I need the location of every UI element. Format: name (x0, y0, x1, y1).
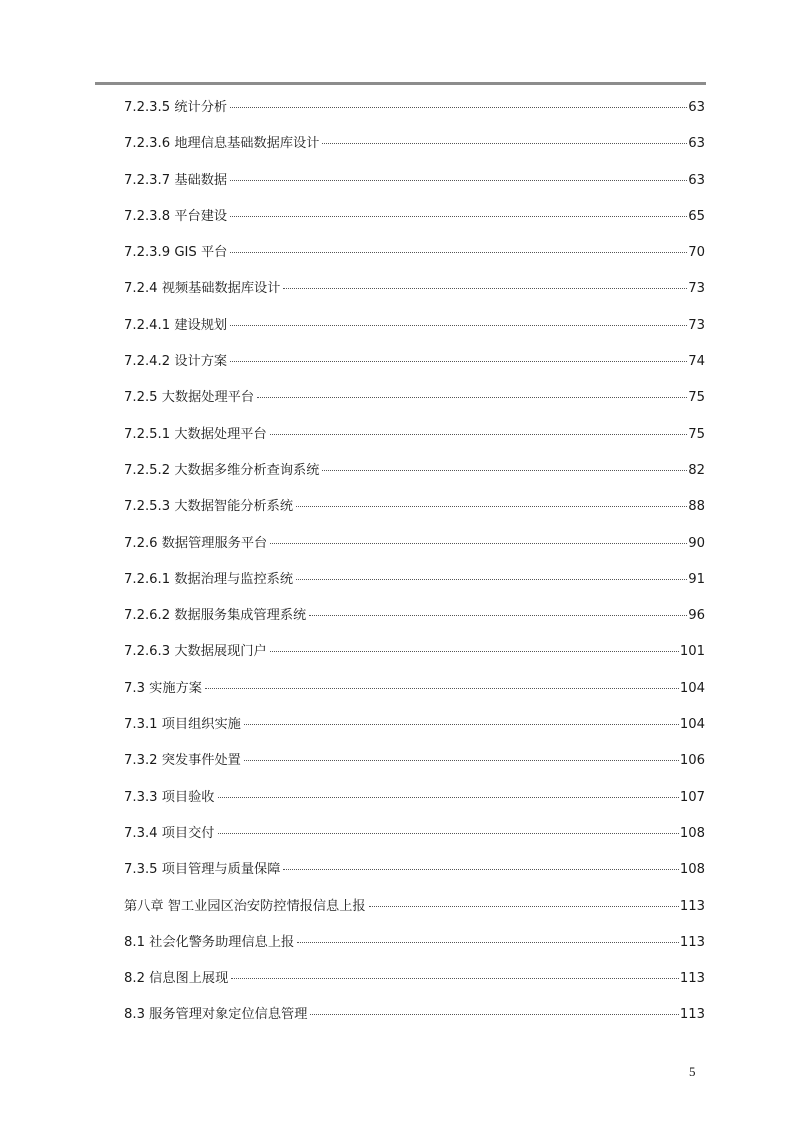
toc-entry-label: 7.2.5.3 大数据智能分析系统 (124, 499, 294, 515)
toc-entry-page: 104 (679, 680, 705, 696)
toc-dot-leader (322, 143, 687, 144)
toc-entry-page: 74 (688, 354, 705, 370)
toc-entry-page: 82 (688, 462, 705, 478)
toc-entry-label: 7.2.3.7 基础数据 (124, 172, 228, 188)
toc-entry-label: 7.2.6.3 大数据展现门户 (124, 644, 267, 660)
toc-entry-page: 75 (688, 426, 705, 442)
toc-dot-leader (322, 470, 687, 471)
toc-entry[interactable] (124, 634, 705, 670)
toc-dot-leader (231, 978, 679, 979)
toc-entry[interactable] (124, 562, 705, 598)
toc-entry[interactable] (124, 526, 705, 562)
toc-entry[interactable] (124, 90, 705, 126)
toc-entry-page: 113 (679, 1007, 705, 1023)
toc-entry-page: 113 (679, 971, 705, 987)
toc-dot-leader (270, 434, 688, 435)
toc-entry-page: 88 (688, 499, 705, 515)
toc-entry[interactable] (124, 889, 705, 925)
toc-dot-leader (309, 615, 687, 616)
toc-entry-label: 7.2.3.6 地理信息基础数据库设计 (124, 136, 320, 152)
toc-entry[interactable] (124, 489, 705, 525)
toc-entry-page: 106 (679, 753, 705, 769)
toc-entry[interactable] (124, 671, 705, 707)
toc-entry-label: 7.2.3.5 统计分析 (124, 100, 228, 115)
toc-entry[interactable] (124, 380, 705, 416)
toc-entry-label: 7.2.5 大数据处理平台 (124, 390, 255, 406)
toc-entry-page: 108 (679, 825, 705, 841)
toc-entry-page: 73 (688, 317, 705, 333)
toc-entry[interactable] (124, 417, 705, 453)
toc-dot-leader (218, 833, 679, 834)
toc-entry[interactable] (124, 126, 705, 162)
toc-dot-leader (270, 651, 679, 652)
toc-entry-page: 73 (688, 281, 705, 297)
table-of-contents (124, 90, 705, 1034)
toc-entry-label: 7.3.5 项目管理与质量保障 (124, 862, 281, 878)
toc-entry-label: 7.2.6 数据管理服务平台 (124, 535, 268, 551)
toc-entry-label: 8.2 信息图上展现 (124, 971, 229, 987)
toc-entry[interactable] (124, 925, 705, 961)
toc-entry-label: 8.1 社会化警务助理信息上报 (124, 934, 295, 950)
toc-dot-leader (369, 906, 679, 907)
toc-entry-page: 91 (688, 571, 705, 587)
toc-entry-page: 63 (688, 172, 705, 188)
toc-entry-page: 104 (679, 717, 705, 733)
toc-entry[interactable] (124, 163, 705, 199)
toc-entry-page: 96 (688, 608, 705, 624)
toc-entry-page: 75 (688, 390, 705, 406)
toc-entry[interactable] (124, 199, 705, 235)
toc-dot-leader (296, 579, 687, 580)
toc-entry-label: 7.3.1 项目组织实施 (124, 717, 241, 733)
toc-dot-leader (270, 543, 687, 544)
toc-entry-label: 7.3 实施方案 (124, 680, 202, 696)
page-number: 5 (689, 1064, 696, 1079)
toc-entry[interactable] (124, 598, 705, 634)
toc-entry[interactable] (124, 780, 705, 816)
toc-entry-label: 7.2.4 视频基础数据库设计 (124, 281, 281, 297)
toc-entry[interactable] (124, 852, 705, 888)
toc-entry-page: 90 (688, 535, 705, 551)
toc-dot-leader (244, 760, 679, 761)
toc-entry[interactable] (124, 344, 705, 380)
toc-dot-leader (296, 506, 687, 507)
toc-entry-label: 7.3.2 突发事件处置 (124, 753, 241, 769)
toc-dot-leader (205, 688, 679, 689)
toc-entry[interactable] (124, 816, 705, 852)
toc-dot-leader (230, 252, 687, 253)
toc-entry-page: 101 (679, 644, 705, 660)
header-rule (95, 82, 706, 85)
toc-entry-label: 第八章 智工业园区治安防控情报信息上报 (124, 898, 366, 914)
toc-dot-leader (230, 325, 687, 326)
toc-entry-page: 113 (679, 934, 705, 950)
toc-entry-label: 7.3.3 项目验收 (124, 789, 215, 805)
toc-entry[interactable] (124, 961, 705, 997)
toc-dot-leader (244, 724, 679, 725)
toc-entry[interactable] (124, 707, 705, 743)
toc-entry-label: 7.2.3.8 平台建设 (124, 208, 228, 224)
toc-entry-page: 70 (688, 245, 705, 261)
toc-dot-leader (230, 216, 687, 217)
toc-entry[interactable] (124, 235, 705, 271)
toc-dot-leader (283, 869, 678, 870)
toc-entry-label: 7.2.5.1 大数据处理平台 (124, 426, 267, 442)
toc-entry-label: 7.3.4 项目交付 (124, 825, 215, 841)
toc-entry[interactable] (124, 308, 705, 344)
toc-entry-page: 108 (679, 862, 705, 878)
toc-entry[interactable] (124, 743, 705, 779)
toc-dot-leader (283, 288, 687, 289)
toc-entry[interactable] (124, 453, 705, 489)
toc-dot-leader (257, 397, 687, 398)
toc-entry-page: 65 (688, 208, 705, 224)
toc-dot-leader (297, 942, 679, 943)
toc-dot-leader (218, 797, 679, 798)
toc-entry-page: 63 (688, 100, 705, 115)
toc-entry-label: 7.2.5.2 大数据多维分析查询系统 (124, 462, 320, 478)
toc-entry-label: 8.3 服务管理对象定位信息管理 (124, 1007, 308, 1023)
toc-entry-label: 7.2.3.9 GIS 平台 (124, 245, 228, 261)
toc-entry-label: 7.2.4.1 建设规划 (124, 317, 228, 333)
toc-dot-leader (230, 180, 687, 181)
toc-entry[interactable] (124, 271, 705, 307)
toc-entry-label: 7.2.6.1 数据治理与监控系统 (124, 571, 294, 587)
toc-dot-leader (230, 107, 687, 108)
toc-entry-label: 7.2.6.2 数据服务集成管理系统 (124, 608, 307, 624)
toc-dot-leader (310, 1014, 678, 1015)
toc-entry[interactable] (124, 997, 705, 1033)
toc-dot-leader (230, 361, 687, 362)
toc-entry-page: 107 (679, 789, 705, 805)
toc-entry-page: 63 (688, 136, 705, 152)
toc-entry-label: 7.2.4.2 设计方案 (124, 354, 228, 370)
toc-entry-page: 113 (679, 898, 705, 914)
